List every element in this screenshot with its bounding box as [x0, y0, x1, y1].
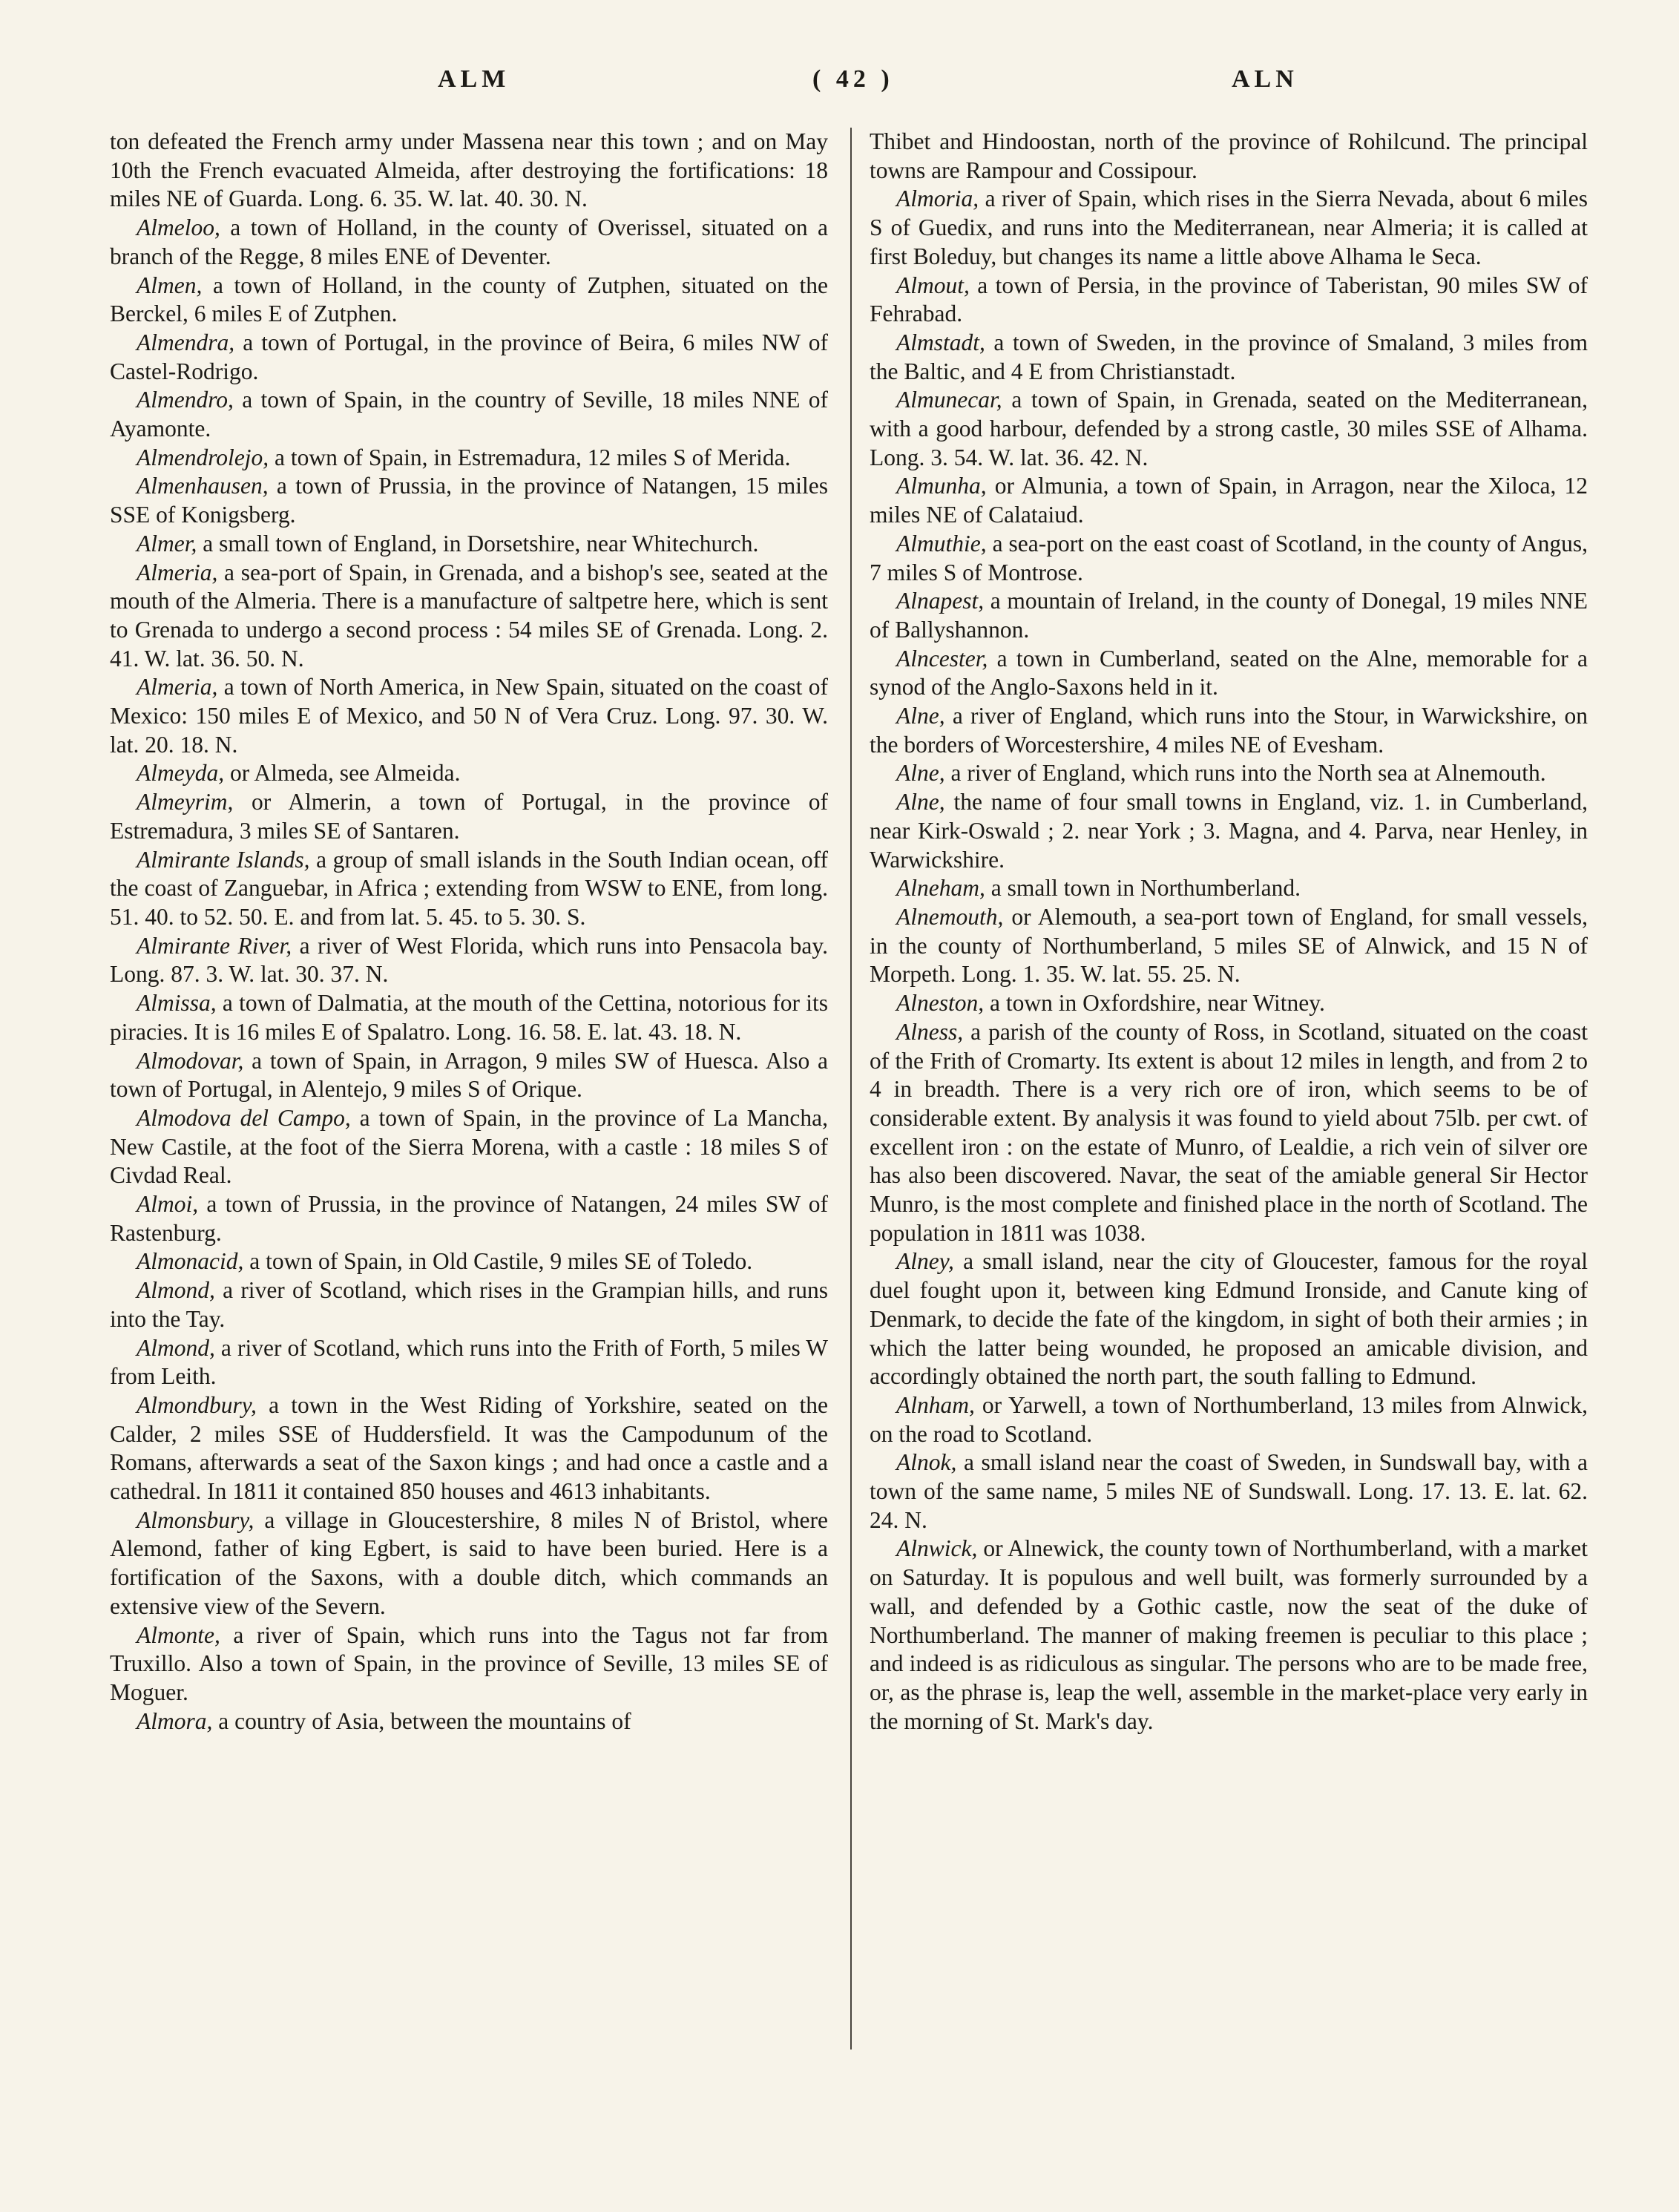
gazetteer-entry	[110, 932, 828, 989]
entry-text: Thibet and Hindoostan, north of the province of Rohilcund. The principal towns are Rampour and Cossipour.	[870, 128, 1588, 183]
entry-text: or Almerin, a town of Portugal, in the province of Estremadura, 3 miles SE of Santaren.	[110, 789, 828, 844]
entry-headword: Alnemouth,	[896, 903, 1004, 930]
entry-headword: Almoi,	[137, 1191, 199, 1218]
gazetteer-entry	[110, 472, 828, 529]
entry-headword: Alne,	[896, 760, 945, 787]
entry-headword: Almissa,	[137, 990, 217, 1017]
entry-headword: Alness,	[896, 1018, 964, 1045]
entry-headword: Almuthie,	[896, 530, 987, 557]
entry-text: a town of Persia, in the province of Taberistan, 90 miles SW of Fehrabad.	[870, 272, 1588, 327]
header-left-guideword: ALM	[438, 65, 510, 93]
entry-text: or Alnewick, the county town of Northumberland, with a market on Saturday. It is populous and well built, was formerly surrounded by a wall, and defended by a Gothic castle, now the seat of the duke of Northumberland. The manner of making freemen is peculiar to this place ; and indeed is as ridiculous as singular. The persons who are to be made free, or, as the phrase is, leap the well, assemble in the market-place very early in the morning of St. Mark's day.	[870, 1535, 1588, 1734]
entry-headword: Almeyda,	[137, 760, 225, 787]
entry-text: a small island, near the city of Gloucester, famous for the royal duel fought upon it, between king Edmund Ironside, and Canute king of Denmark, to decide the fate of the kingdom, in sight of both their armies ; in which the latter being wounded, he proposed an amicable division, and accordingly obtained the north part, the south falling to Edmund.	[870, 1248, 1588, 1390]
entry-text: a river of Scotland, which rises in the Grampian hills, and runs into the Tay.	[110, 1277, 828, 1332]
entry-text: a country of Asia, between the mountains of	[212, 1707, 631, 1734]
entry-text: a river of Spain, which rises in the Sierra Nevada, about 6 miles S of Guedix, and runs into the Mediterranean, near Almeria; it is called at first Boleduy, but changes its name a little above Alhama le Seca.	[870, 186, 1588, 269]
gazetteer-entry	[110, 846, 828, 932]
entry-headword: Almirante River,	[137, 932, 292, 959]
entry-text: a town of Spain, in Estremadura, 12 miles S of Merida.	[269, 444, 791, 470]
continued-entry-text	[870, 128, 1588, 185]
gazetteer-entry	[110, 1707, 828, 1736]
gazetteer-entry	[870, 1018, 1588, 1248]
entry-headword: Almodova del Campo,	[137, 1104, 351, 1131]
entry-text: or Alemouth, a sea-port town of England, for small vessels, in the county of Northumberland, 5 miles SE of Alnwick, and 15 N of Morpeth. Long. 1. 35. W. lat. 55. 25. N.	[870, 903, 1588, 988]
entry-headword: Almen,	[137, 272, 203, 298]
entry-text: a small town of England, in Dorsetshire, near Whitechurch.	[197, 530, 759, 557]
entry-text: a river of Spain, which runs into the Tagus not far from Truxillo. Also a town of Spain, in the province of Seville, 13 miles SE of Moguer.	[110, 1621, 828, 1705]
gazetteer-entry	[110, 386, 828, 443]
entry-text: a parish of the county of Ross, in Scotland, situated on the coast of the Frith of Cromarty. Its extent is about 12 miles in length, and from 2 to 4 in breadth. There is a very rich ore of iron, which seems to be of considerable extent. By analysis it was found to yield about 75lb. per cwt. of excellent iron : on the estate of Munro, of Lealdie, a rich vein of silver ore has also been discovered. Navar, the seat of the amiable general Sir Hector Munro, is the most complete and finished place in the north of Scotland. The population in 1811 was 1038.	[870, 1018, 1588, 1246]
entry-headword: Alncester,	[896, 645, 988, 672]
left-column	[110, 128, 828, 1736]
gazetteer-entry	[870, 989, 1588, 1018]
entry-text: a town of Spain, in Arragon, 9 miles SW of Huesca. Also a town of Portugal, in Alentejo, 9 miles S of Orique.	[110, 1047, 828, 1103]
entry-text: a town of Sweden, in the province of Smaland, 3 miles from the Baltic, and 4 E from Christianstadt.	[870, 329, 1588, 384]
entry-text: a town in Cumberland, seated on the Alne, memorable for a synod of the Anglo-Saxons held in it.	[870, 645, 1588, 700]
page-number: ( 42 )	[812, 65, 894, 93]
column-divider	[850, 128, 852, 2049]
gazetteer-entry	[870, 788, 1588, 874]
right-column	[870, 128, 1588, 1736]
gazetteer-entry	[110, 1276, 828, 1333]
entry-headword: Alnham,	[896, 1391, 975, 1418]
gazetteer-entry	[110, 329, 828, 386]
gazetteer-entry	[870, 530, 1588, 587]
gazetteer-entry	[870, 1535, 1588, 1736]
entry-headword: Almer,	[137, 530, 197, 557]
entry-headword: Alne,	[896, 789, 945, 815]
entry-text: a town of Spain, in the country of Seville, 18 miles NNE of Ayamonte.	[110, 387, 828, 442]
gazetteer-entry	[110, 759, 828, 788]
entry-headword: Almirante Islands,	[137, 846, 310, 873]
gazetteer-entry	[110, 1334, 828, 1391]
gazetteer-entry	[870, 702, 1588, 759]
gazetteer-entry	[110, 1104, 828, 1190]
running-header	[111, 65, 1565, 102]
entry-headword: Almodovar,	[137, 1047, 244, 1074]
entry-text: a town of Prussia, in the province of Natangen, 24 miles SW of Rastenburg.	[110, 1191, 828, 1246]
entry-headword: Almendra,	[137, 329, 235, 355]
entry-headword: Alney,	[896, 1248, 954, 1275]
entry-headword: Alnapest,	[896, 588, 985, 614]
gazetteer-entry	[870, 185, 1588, 271]
entry-headword: Almondbury,	[137, 1391, 257, 1418]
entry-text: a small island near the coast of Sweden, in Sundswall bay, with a town of the same name, 5 miles NE of Sundswall. Long. 17. 13. E. lat. 62. 24. N.	[870, 1449, 1588, 1533]
gazetteer-entry	[110, 530, 828, 559]
header-right-guideword: ALN	[1232, 65, 1298, 93]
entry-headword: Almenhausen,	[137, 473, 269, 499]
entry-text: a sea-port on the east coast of Scotland, in the county of Angus, 7 miles S of Montrose.	[870, 530, 1588, 585]
gazetteer-entry	[870, 759, 1588, 788]
entry-headword: Almoria,	[896, 186, 979, 212]
entry-text: a town of Spain, in Old Castile, 9 miles SE of Toledo.	[243, 1248, 753, 1275]
entry-text: a town of North America, in New Spain, situated on the coast of Mexico: 150 miles E of Mexico, and 50 N of Vera Cruz. Long. 97. 30. W. lat. 20. 18. N.	[110, 674, 828, 758]
entry-headword: Almstadt,	[896, 329, 985, 355]
entry-headword: Almout,	[896, 272, 970, 298]
entry-headword: Almeloo,	[137, 214, 220, 241]
gazetteer-entry	[110, 1506, 828, 1621]
gazetteer-entry	[870, 329, 1588, 386]
gazetteer-entry	[870, 1247, 1588, 1391]
entry-text: a mountain of Ireland, in the county of Donegal, 19 miles NNE of Ballyshannon.	[870, 588, 1588, 643]
entry-text: a sea-port of Spain, in Grenada, and a bishop's see, seated at the mouth of the Almeria. There is a manufacture of saltpetre here, which is sent to Grenada to undergo a second process : 54 miles SE of Grenada. Long. 2. 41. W. lat. 36. 50. N.	[110, 559, 828, 672]
entry-headword: Almonacid,	[137, 1248, 244, 1275]
gazetteer-entry	[870, 1391, 1588, 1448]
gazetteer-entry	[110, 559, 828, 674]
entry-text: or Almeda, see Almeida.	[224, 760, 461, 787]
entry-headword: Alnwick,	[896, 1535, 978, 1562]
entry-text: a town of Spain, in the province of La Mancha, New Castile, at the foot of the Sierra Morena, with a castle : 18 miles S of Civdad Real.	[110, 1104, 829, 1189]
entry-headword: Almendrolejo,	[137, 444, 269, 470]
gazetteer-entry	[110, 444, 828, 473]
entry-headword: Almunecar,	[896, 387, 1002, 413]
gazetteer-entry	[110, 788, 828, 845]
entry-headword: Almeria,	[137, 674, 218, 700]
entry-headword: Almonte,	[137, 1621, 220, 1648]
entry-headword: Almora,	[137, 1707, 213, 1734]
entry-headword: Alne,	[896, 703, 945, 729]
entry-text: a town of Holland, in the county of Overissel, situated on a branch of the Regge, 8 miles ENE of Deventer.	[110, 214, 828, 269]
gazetteer-entry	[110, 1391, 828, 1506]
gazetteer-entry	[110, 1190, 828, 1247]
gazetteer-entry	[870, 587, 1588, 644]
entry-text: ton defeated the French army under Massena near this town ; and on May 10th the French evacuated Almeida, after destroying the fortifications: 18 miles NE of Guarda. Long. 6. 35. W. lat. 40. 30. N.	[110, 128, 828, 212]
continued-entry-text	[110, 128, 828, 214]
entry-text: a group of small islands in the South Indian ocean, off the coast of Zanguebar, in Africa ; extending from WSW to ENE, from long. 51. 40. to 52. 50. E. and from lat. 5. 45. to 5. 30. S.	[110, 846, 828, 930]
entry-text: a river of England, which runs into the Stour, in Warwickshire, on the borders of Worcestershire, 4 miles NE of Evesham.	[870, 703, 1588, 758]
entry-headword: Almunha,	[896, 473, 987, 499]
gazetteer-entry	[110, 272, 828, 329]
gazetteer-entry	[110, 989, 828, 1046]
gazetteer-entry	[870, 1448, 1588, 1535]
gazetteer-entry	[870, 272, 1588, 329]
entry-text: a town of Portugal, in the province of Beira, 6 miles NW of Castel-Rodrigo.	[110, 329, 828, 384]
entry-text: a town of Prussia, in the province of Natangen, 15 miles SSE of Konigsberg.	[110, 473, 828, 528]
entry-text: a river of England, which runs into the North sea at Alnemouth.	[944, 760, 1546, 787]
entry-text: a town in the West Riding of Yorkshire, seated on the Calder, 2 miles SSE of Huddersfield. It was the Campodunum of the Romans, afterwards a seat of the Saxon kings ; and had once a castle and a cathedral. In 1811 it contained 850 houses and 4613 inhabitants.	[110, 1391, 828, 1505]
gazetteer-entry	[110, 673, 828, 759]
entry-text: a village in Gloucestershire, 8 miles N of Bristol, where Alemond, father of king Egbert, is said to have been buried. Here is a fortification of the Saxons, with a double ditch, which commands an extensive view of the Severn.	[110, 1506, 828, 1619]
entry-text: a river of Scotland, which runs into the Frith of Forth, 5 miles W from Leith.	[110, 1334, 828, 1390]
entry-headword: Almond,	[137, 1277, 215, 1304]
gazetteer-entry	[870, 874, 1588, 903]
gazetteer-entry	[110, 1047, 828, 1104]
gazetteer-entry	[110, 1621, 828, 1707]
gazetteer-entry	[870, 472, 1588, 529]
entry-headword: Almeria,	[137, 559, 218, 585]
entry-headword: Almeyrim,	[137, 789, 234, 815]
entry-text: a town of Spain, in Grenada, seated on the Mediterranean, with a good harbour, defended by a strong castle, 30 miles SSE of Alhama. Long. 3. 54. W. lat. 36. 42. N.	[870, 387, 1588, 470]
entry-text: a town of Holland, in the county of Zutphen, situated on the Berckel, 6 miles E of Zutphen.	[110, 272, 828, 327]
gazetteer-entry	[870, 645, 1588, 702]
entry-headword: Almond,	[137, 1334, 215, 1361]
entry-text: a town in Oxfordshire, near Witney.	[984, 990, 1325, 1017]
entry-headword: Almonsbury,	[137, 1506, 254, 1533]
entry-text: a river of West Florida, which runs into Pensacola bay. Long. 87. 3. W. lat. 30. 37. N.	[110, 932, 828, 988]
gazetteer-entry	[110, 214, 828, 271]
entry-text: or Almunia, a town of Spain, in Arragon, near the Xiloca, 12 miles NE of Calataiud.	[870, 473, 1588, 528]
entry-text: or Yarwell, a town of Northumberland, 13 miles from Alnwick, on the road to Scotland.	[870, 1391, 1588, 1447]
entry-text: the name of four small towns in England, viz. 1. in Cumberland, near Kirk-Oswald ; 2. near York ; 3. Magna, and 4. Parva, near Henley, in Warwickshire.	[870, 789, 1588, 873]
entry-text: a small town in Northumberland.	[985, 875, 1301, 902]
gazetteer-entry	[870, 903, 1588, 989]
entry-headword: Almendro,	[137, 387, 234, 413]
entry-headword: Alneston,	[896, 990, 985, 1017]
entry-headword: Alnok,	[896, 1449, 957, 1476]
entry-text: a town of Dalmatia, at the mouth of the Cettina, notorious for its piracies. It is 16 miles E of Spalatro. Long. 16. 58. E. lat. 43. 18. N.	[110, 990, 828, 1045]
entry-headword: Alneham,	[896, 875, 985, 902]
gazetteer-entry	[110, 1247, 828, 1276]
gazetteer-entry	[870, 386, 1588, 472]
